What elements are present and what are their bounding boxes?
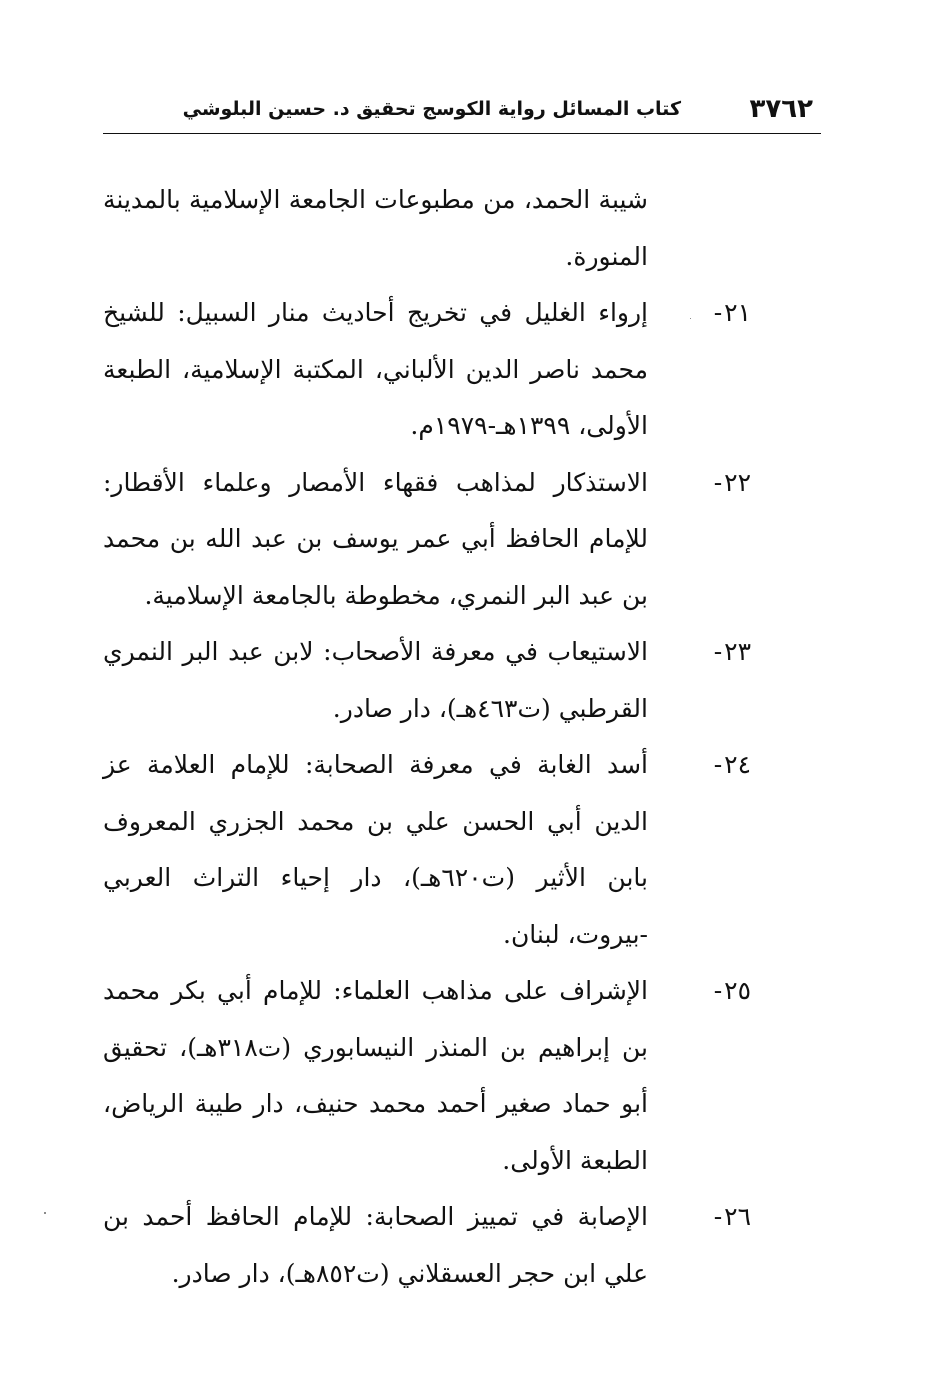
- bibliography-entry: [103, 1189, 763, 1302]
- header-rule: [103, 133, 821, 134]
- entry-number: ٢٢-: [713, 467, 751, 497]
- page-header: [103, 90, 821, 132]
- scan-speck: [44, 1212, 46, 1214]
- entry-number: ٢٦-: [713, 1202, 751, 1231]
- bibliography-list: [103, 172, 763, 1302]
- running-title: كتاب المسائل رواية الكوسج تحقيق د. حسين البلوشي: [182, 98, 681, 120]
- entry-text: الاستيعاب في معرفة الأصحاب: لابن عبد البر النمري القرطبي (ت٤٦٣هـ)، دار صادر.: [103, 637, 648, 723]
- entry-number: ٢٣-: [713, 637, 751, 666]
- entry-text: شيبة الحمد، من مطبوعات الجامعة الإسلامية بالمدينة المنورة.: [103, 185, 648, 271]
- scan-speck: [690, 318, 691, 319]
- bibliography-entry: [103, 624, 763, 737]
- bibliography-entry-continuation: [103, 172, 763, 285]
- entry-text: أسد الغابة في معرفة الصحابة: للإمام العلامة عز الدين أبي الحسن علي بن محمد الجزري المعروف بابن الأثير (ت٦٢٠هـ)، دار إحياء التراث العربي -بيروت، لبنان.: [103, 750, 648, 949]
- bibliography-entry: [103, 963, 763, 1189]
- bibliography-entry: [103, 455, 763, 625]
- bibliography-entry: [103, 285, 763, 455]
- entry-number: ٢٤-: [713, 750, 751, 779]
- entry-number: ٢١-: [713, 298, 751, 327]
- page-number: ٣٧٦٢: [749, 94, 813, 124]
- entry-text: الاستذكار لمذاهب فقهاء الأمصار وعلماء الأقطار: للإمام الحافظ أبي عمر يوسف بن عبد الله بن محمد بن عبد البر النمري، مخطوطة بالجامعة الإسلامية.: [103, 467, 648, 610]
- entry-number: ٢٥-: [713, 976, 751, 1005]
- entry-text: الإصابة في تمييز الصحابة: للإمام الحافظ أحمد بن علي ابن حجر العسقلاني (ت٨٥٢هـ)، دار صادر.: [103, 1202, 648, 1288]
- entry-text: الإشراف على مذاهب العلماء: للإمام أبي بكر محمد بن إبراهيم بن المنذر النيسابوري (ت٣١٨هـ)، تحقيق أبو حماد صغير أحمد محمد حنيف، دار طيبة الرياض، الطبعة الأولى.: [103, 976, 648, 1175]
- bibliography-entry: [103, 737, 763, 963]
- entry-text: إرواء الغليل في تخريج أحاديث منار السبيل: للشيخ محمد ناصر الدين الألباني، المكتبة الإسلامية، الطبعة الأولى، ١٣٩٩هـ-١٩٧٩م.: [103, 298, 648, 440]
